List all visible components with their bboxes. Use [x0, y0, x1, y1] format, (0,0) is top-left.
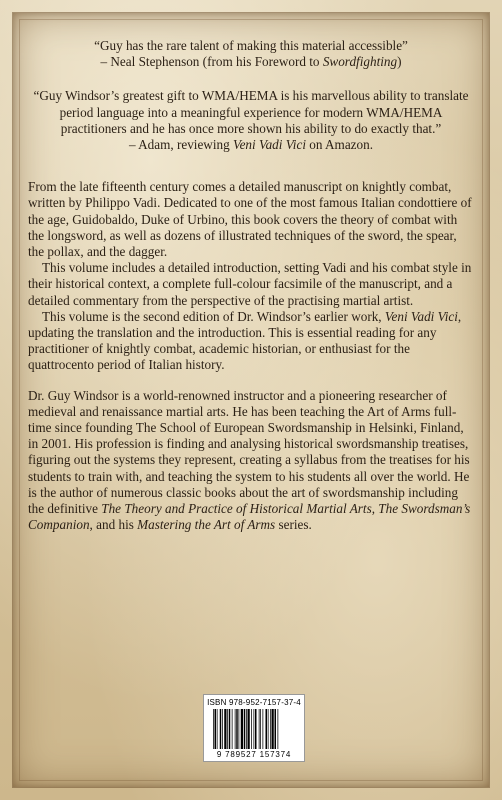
- isbn-barcode: [203, 694, 305, 762]
- barcode-bars: [213, 709, 297, 749]
- author-bio: [28, 388, 474, 534]
- attribution-suffix: on Amazon.: [305, 137, 374, 153]
- quote-text: “Guy Windsor’s greatest gift to WMA/HEMA is his marvellous ability to translate period language into a meaningful experience for modern WMA/HEMA practitioners and he has once more shown his ability to do exactly that.”: [33, 88, 469, 136]
- book-title: Veni Vadi Vici: [384, 308, 458, 324]
- isbn-label: ISBN 978-952-7157-37-4: [207, 698, 301, 707]
- book-title: Mastering the Art of Arms: [137, 517, 276, 533]
- quote-stephenson: [28, 38, 474, 70]
- book-title: The Swordsman’s Companion: [28, 501, 471, 533]
- separator: , and his: [89, 517, 138, 533]
- quote-text: “Guy has the rare talent of making this material accessible”: [94, 38, 408, 53]
- book-title: The Theory and Practice of Historical Martial Arts: [101, 501, 372, 517]
- description-paragraph-3: [28, 309, 474, 374]
- attribution-title: Swordfighting: [322, 54, 398, 70]
- attribution-prefix: – Adam, reviewing: [128, 137, 233, 153]
- barcode-digits: 9 789527 157374: [216, 750, 292, 759]
- quote-attribution: [28, 54, 474, 70]
- attribution-suffix: ): [397, 54, 402, 70]
- bio-end: series.: [275, 517, 312, 533]
- paragraph-prefix: This volume is the second edition of Dr. Windsor’s earlier work,: [42, 308, 385, 324]
- cover-text: [28, 38, 474, 533]
- description-paragraph-2: This volume includes a detailed introduction, setting Vadi and his combat style in their historical context, a complete full-colour facsimile of the manuscript, and a detailed commentary from the perspective of the practising martial artist.: [28, 260, 472, 308]
- attribution-title: Veni Vadi Vici: [232, 137, 306, 153]
- quote-adam: [28, 88, 474, 153]
- quote-attribution: [28, 137, 474, 153]
- description-paragraph-1: From the late fifteenth century comes a detailed manuscript on knightly combat, written by Philippo Vadi. Dedicated to one of the most famous Italian condottiere of the age, Guidobaldo, Duke of Urbino, this book covers the theory of combat with the longsword, as well as dozens of illustrated techniques of the sword, the spear, the pollax, and the dagger.: [28, 179, 472, 260]
- spacer: [28, 374, 474, 388]
- separator: ,: [371, 501, 379, 517]
- attribution-prefix: – Neal Stephenson (from his Foreword to: [100, 54, 323, 70]
- paragraph-suffix: , updating the translation and the introduction. This is essential reading for any practitioner of knightly combat, academic historian, or enthusiast for the quattrocento period of Italian history.: [28, 308, 462, 373]
- bio-text: Dr. Guy Windsor is a world-renowned instructor and a pioneering researcher of medieval and renaissance martial arts. He has been teaching the Art of Arms full-time since founding The School of European Swordsmanship in Helsinki, Finland, in 2001. His profession is finding and analysing historical swordsmanship treatises, figuring out the systems they represent, creating a syllabus from the treatises for his students to train with, and teaching the system to his students all over the world. He is the author of numerous classic books about the art of swordsmanship including the definitive: [28, 387, 470, 517]
